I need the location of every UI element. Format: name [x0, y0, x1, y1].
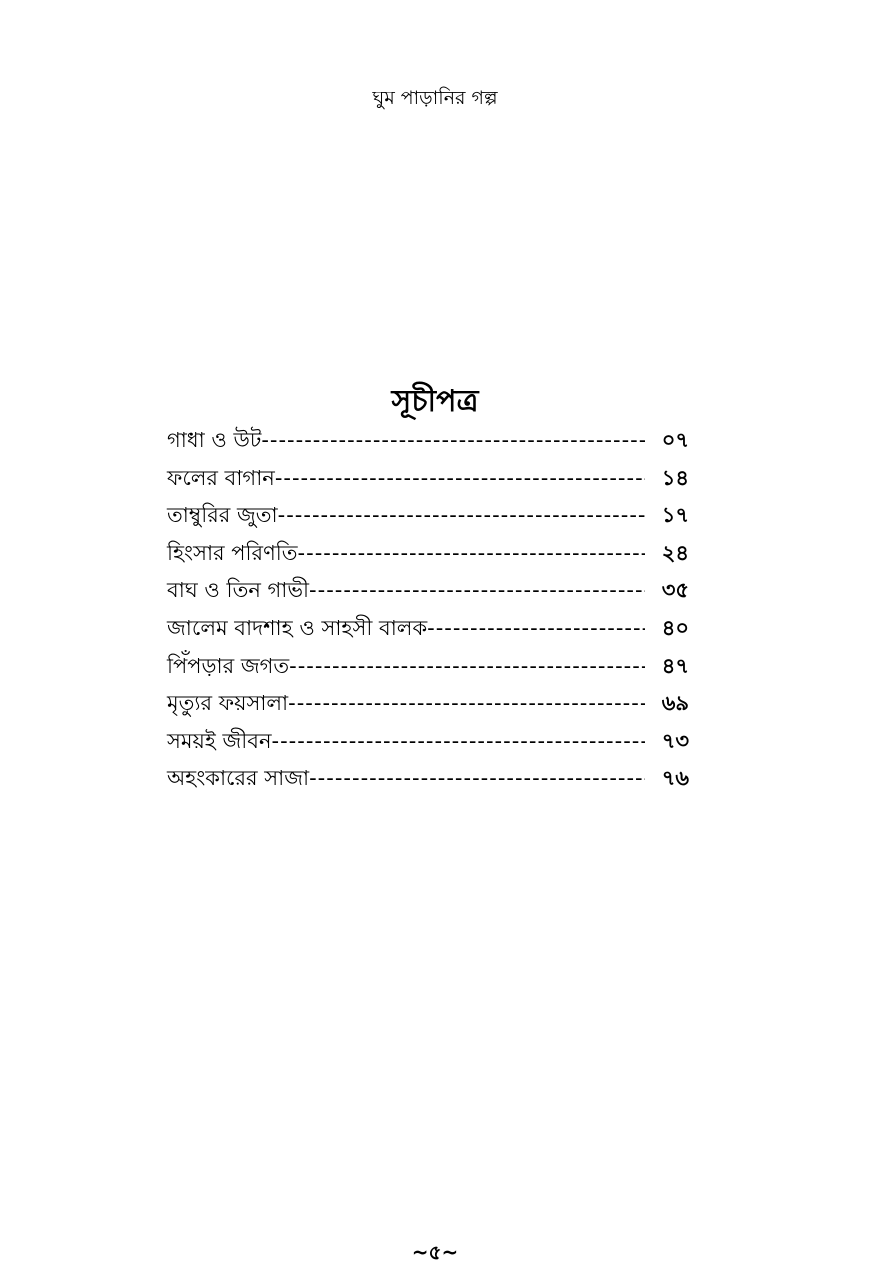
- toc-title: সূচীপত্র: [391, 384, 479, 419]
- toc-entry: [167, 760, 689, 798]
- dot-leader: [298, 535, 645, 573]
- toc-entry-page: ৬৯: [661, 691, 689, 716]
- toc-entry-title: বাঘ ও তিন গাভী: [167, 578, 310, 603]
- dot-leader: [272, 723, 645, 761]
- toc-entry-page: ১৭: [661, 503, 689, 528]
- toc-entry: [167, 610, 689, 648]
- dot-leader: [309, 572, 645, 610]
- toc-entry-title: হিংসার পরিণতি: [167, 540, 298, 565]
- toc-entry-page: ৪৭: [661, 653, 689, 678]
- dot-leader: [427, 610, 645, 648]
- running-header: ঘুম পাড়ানির গল্প: [372, 87, 498, 109]
- toc-entry-page: ৪০: [661, 615, 689, 640]
- toc-entry-title: তাম্বুরির জুতা: [167, 503, 278, 528]
- toc-entry: [167, 422, 689, 460]
- toc-entry-page: ৭৩: [661, 728, 689, 753]
- dot-leader: [261, 422, 645, 460]
- toc-entry: [167, 535, 689, 573]
- toc-entry: [167, 685, 689, 723]
- toc-entry: [167, 460, 689, 498]
- toc-entry-title: অহংকারের সাজা: [167, 766, 310, 791]
- toc-entry-page: ৭৬: [661, 766, 689, 791]
- dot-leader: [278, 497, 645, 535]
- dot-leader: [289, 648, 645, 686]
- toc-list: [167, 422, 689, 798]
- toc-entry-title: পিঁপড়ার জগত: [167, 653, 290, 678]
- toc-entry-page: ০৭: [661, 428, 689, 452]
- toc-entry: [167, 648, 689, 686]
- toc-entry-title: সময়ই জীবন: [167, 728, 272, 753]
- toc-entry-title: ফলের বাগান: [167, 465, 275, 490]
- toc-entry-page: ২৪: [661, 540, 689, 565]
- dot-leader: [288, 685, 645, 723]
- toc-entry: [167, 572, 689, 610]
- dot-leader: [309, 760, 645, 798]
- toc-entry-page: ১৪: [661, 465, 689, 490]
- toc-entry-page: ৩৫: [661, 578, 689, 603]
- dot-leader: [275, 460, 645, 498]
- page-number: ~৫~: [411, 1240, 459, 1264]
- toc-entry: [167, 497, 689, 535]
- toc-entry-title: জালেম বাদশাহ ও সাহসী বালক: [167, 615, 428, 640]
- toc-entry-title: মৃত্যুর ফয়সালা: [167, 691, 289, 716]
- toc-entry: [167, 723, 689, 761]
- toc-entry-title: গাধা ও উট: [167, 428, 262, 452]
